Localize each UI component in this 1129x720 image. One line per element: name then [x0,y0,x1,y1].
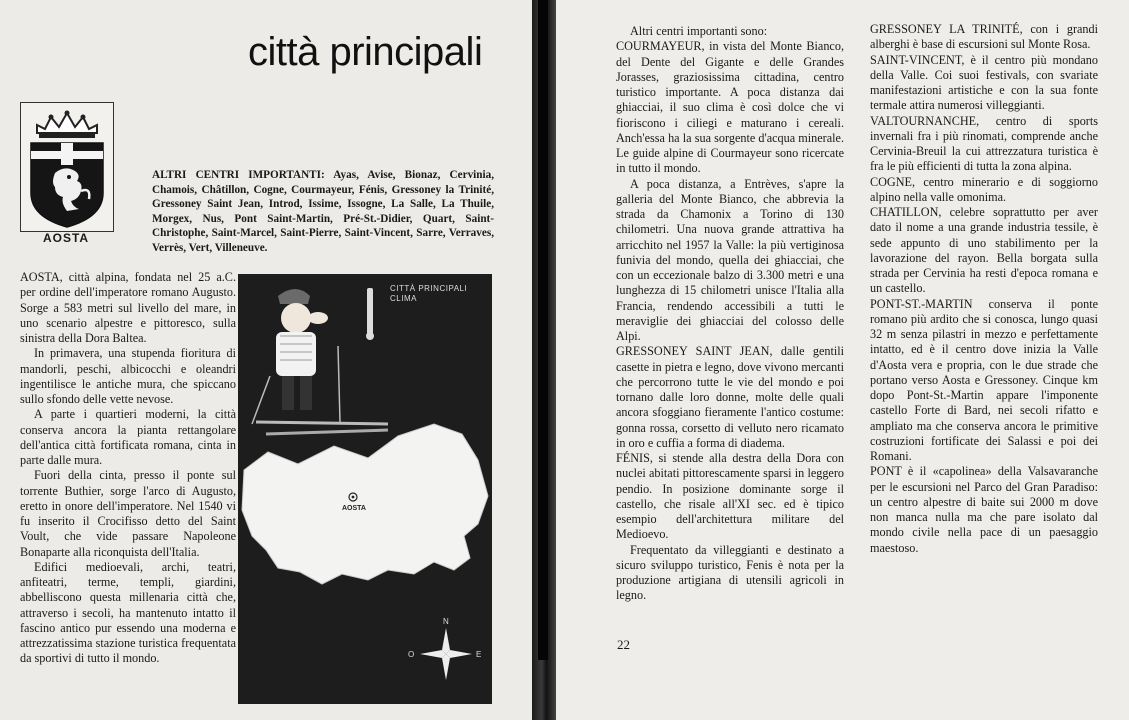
compass-o: O [408,650,415,659]
paragraph: Altri centri importanti sono: [630,24,768,38]
paragraph: CHATILLON, celebre soprattutto per aver dato il nome a una grande industria tessile, è sede appunto di uno stabilimento per la lavorazione del rayon. Bella borgata sulla strada per Cervinia ha resti d'epoca romana e un castello. [870,205,1098,296]
paragraph: FÉNIS, si stende alla destra della Dora con nuclei abitati pittorescamente sparsi in leggero pendio. In posizione dominante sorge il castello, che risale all'XI sec. ed è tipico esempio dell'architettura militare del Medioevo. [616,451,844,542]
right-page [556,0,1129,720]
compass-n: N [443,617,449,626]
towns-column-2 [870,22,1098,556]
towns-list: ALTRI CENTRI IMPORTANTI: Ayas, Avise, Bionaz, Cervinia, Chamois, Châtillon, Cogne, Courmayeur, Fénis, Gressoney la Trinité, Gressoney Saint Jean, Introd, Issime, Issogne, La Salle, La Thuile, Morgex, Nus, Pont Saint-Martin, Pré-St.-Didier, Quart, Saint-Christophe, Saint-Marcel, Saint-Pierre, Saint-Vincent, Sarre, Verraves, Verrès, Vert, Villeneuve. [152,169,494,254]
paragraph: Fuori della cinta, presso il ponte sul torrente Buthier, sorge l'arco di Augusto, eretto in onore dell'imperatore. Nel 1540 vi fu inserito il Crocifisso detto del Saint Voult, che vide passare Napoleone Bonaparte alla riconquista dell'Italia. [20,468,236,559]
paragraph: VALTOURNANCHE, centro di sports invernali fra i più rinomati, comprende anche Cervinia-Breuil la cui attrezzatura turistica è fra le più efficienti di tutta la zona alpina. [870,113,1098,174]
paragraph: GRESSONEY LA TRINITÉ, con i grandi alberghi è base di escursioni sul Monte Rosa. [870,22,1098,52]
paragraph: GRESSONEY SAINT JEAN, dalle gentili casette in pietra e legno, dove vivono mercanti che percorrono tutte le vie del mondo e poi tornano dalle loro donne, molte delle quali ancora sfoggiano fieramente l'antico costume: gonna rossa, corsetto di velluto nero ricamato in oro e cuffia a forma di diadema. [616,344,844,450]
paragraph: In primavera, una stupenda fioritura di mandorli, peschi, albicocchi e oleandri ingentilisce le antiche mura, che spiccano sullo sfondo delle vette nevose. [20,346,236,406]
region-map [238,274,492,704]
paragraph: COGNE, centro minerario e di soggiorno alpino nella valle omonima. [870,174,1098,204]
map-legend-subtitle: CLIMA [390,294,417,303]
paragraph: COURMAYEUR, in vista del Monte Bianco, del Dente del Gigante e delle Grandes Jorasses, graziosissima cittadina, centro turistico importante. A poca distanza dai ghiacciai, il suo clima è così dolce che vi fioriscono i ciliegi e maturano i cereali. Anch'essa ha la sua sorgente d'acqua minerale. Le guide alpine di Courmayeur sono ricercate in tutto il mondo. [616,39,844,176]
thermometer-icon [367,288,373,334]
map-legend [390,284,467,304]
paragraph: PONT-ST.-MARTIN conserva il ponte romano più ardito che si conosca, lungo quasi 32 m senza pilastri in mezzo e perfettamente intatto, ed è il centro dove inizia la Valle d'Aosta vera e propria, con le due strade che portano verso Aosta e Gressoney. Cinque km dopo Pont-St.-Martin appare l'imponente castello Forte di Bard, nei secoli rifatto e ampliato ma che conserva ancora le primitive costruzioni fortificate dei Salassi e poi dei Romani. [870,296,1098,463]
paragraph: A parte i quartieri moderni, la città conserva ancora la pianta rettangolare dell'antica città fortificata romana, cinta in parte dalle mura. [20,407,236,467]
map-legend-title: CITTÀ PRINCIPALI [390,284,468,293]
paragraph: AOSTA, città alpina, fondata nel 25 a.C. per ordine dell'imperatore romano Augusto. Sorge a 583 metri sul livello del mare, in uno scenario alpestre e pittoresco, sulla sinistra della Dora Baltea. [20,270,236,345]
page-title: città principali [248,30,483,74]
towns-column-1 [616,24,844,604]
compass-e: E [476,650,482,659]
aosta-crest [20,102,114,232]
left-page [0,0,532,720]
paragraph: Edifici medioevali, archi, teatri, anfiteatri, terme, templi, giardini, abbelliscono questa millenaria città che, attraverso i secoli, ha mantenuto intatto il fascino antico pur essendo una moderna e attrezzatissima stazione turistica frequentata da sportivi di tutto il mondo. [20,559,236,666]
paragraph: SAINT-VINCENT, è il centro più mondano della Valle. Coi suoi festivals, con svariate manifestazioni artistiche e con la sua fonte termale attira numerosi villeggianti. [870,52,1098,113]
paragraph: Frequentato da villeggianti e destinato a sicuro sviluppo turistico, Fenis è nota per la produzione artigiana di utensili agricoli in legno. [616,542,844,603]
crest-emblem-icon [21,103,113,231]
compass-rose-icon [408,617,481,680]
paragraph: A poca distanza, a Entrèves, s'apre la galleria del Monte Bianco, che abbrevia la strada da Chamonix a Torino di 130 chilometri. Una nuova grande attrattiva ha arricchito nel 1957 la Valle: la più vertiginosa funivia del mondo, quella dei ghiacciai, che con un eccezionale balzo di 3.300 metri e una lunghezza di 15 chilometri unisce l'Italia alla Francia, rendendo accessibili a tutti le meraviglie dei ghiacciai del colosso delle Alpi. [616,176,844,343]
crest-label: AOSTA [42,231,90,245]
map-illustration [238,274,492,704]
page-number: 22 [617,637,630,652]
map-city-label: AOSTA [342,505,366,512]
paragraph: PONT è il «capolinea» della Valsavaranche per le escursioni nel Parco del Gran Paradiso: un centro alpestre di baite sui 2000 m dove non manca nulla ma che pare isolato dal mondo civile nella pace di un paesaggio maestoso. [870,464,1098,555]
binding-strip [538,0,548,660]
aosta-article [20,270,236,667]
